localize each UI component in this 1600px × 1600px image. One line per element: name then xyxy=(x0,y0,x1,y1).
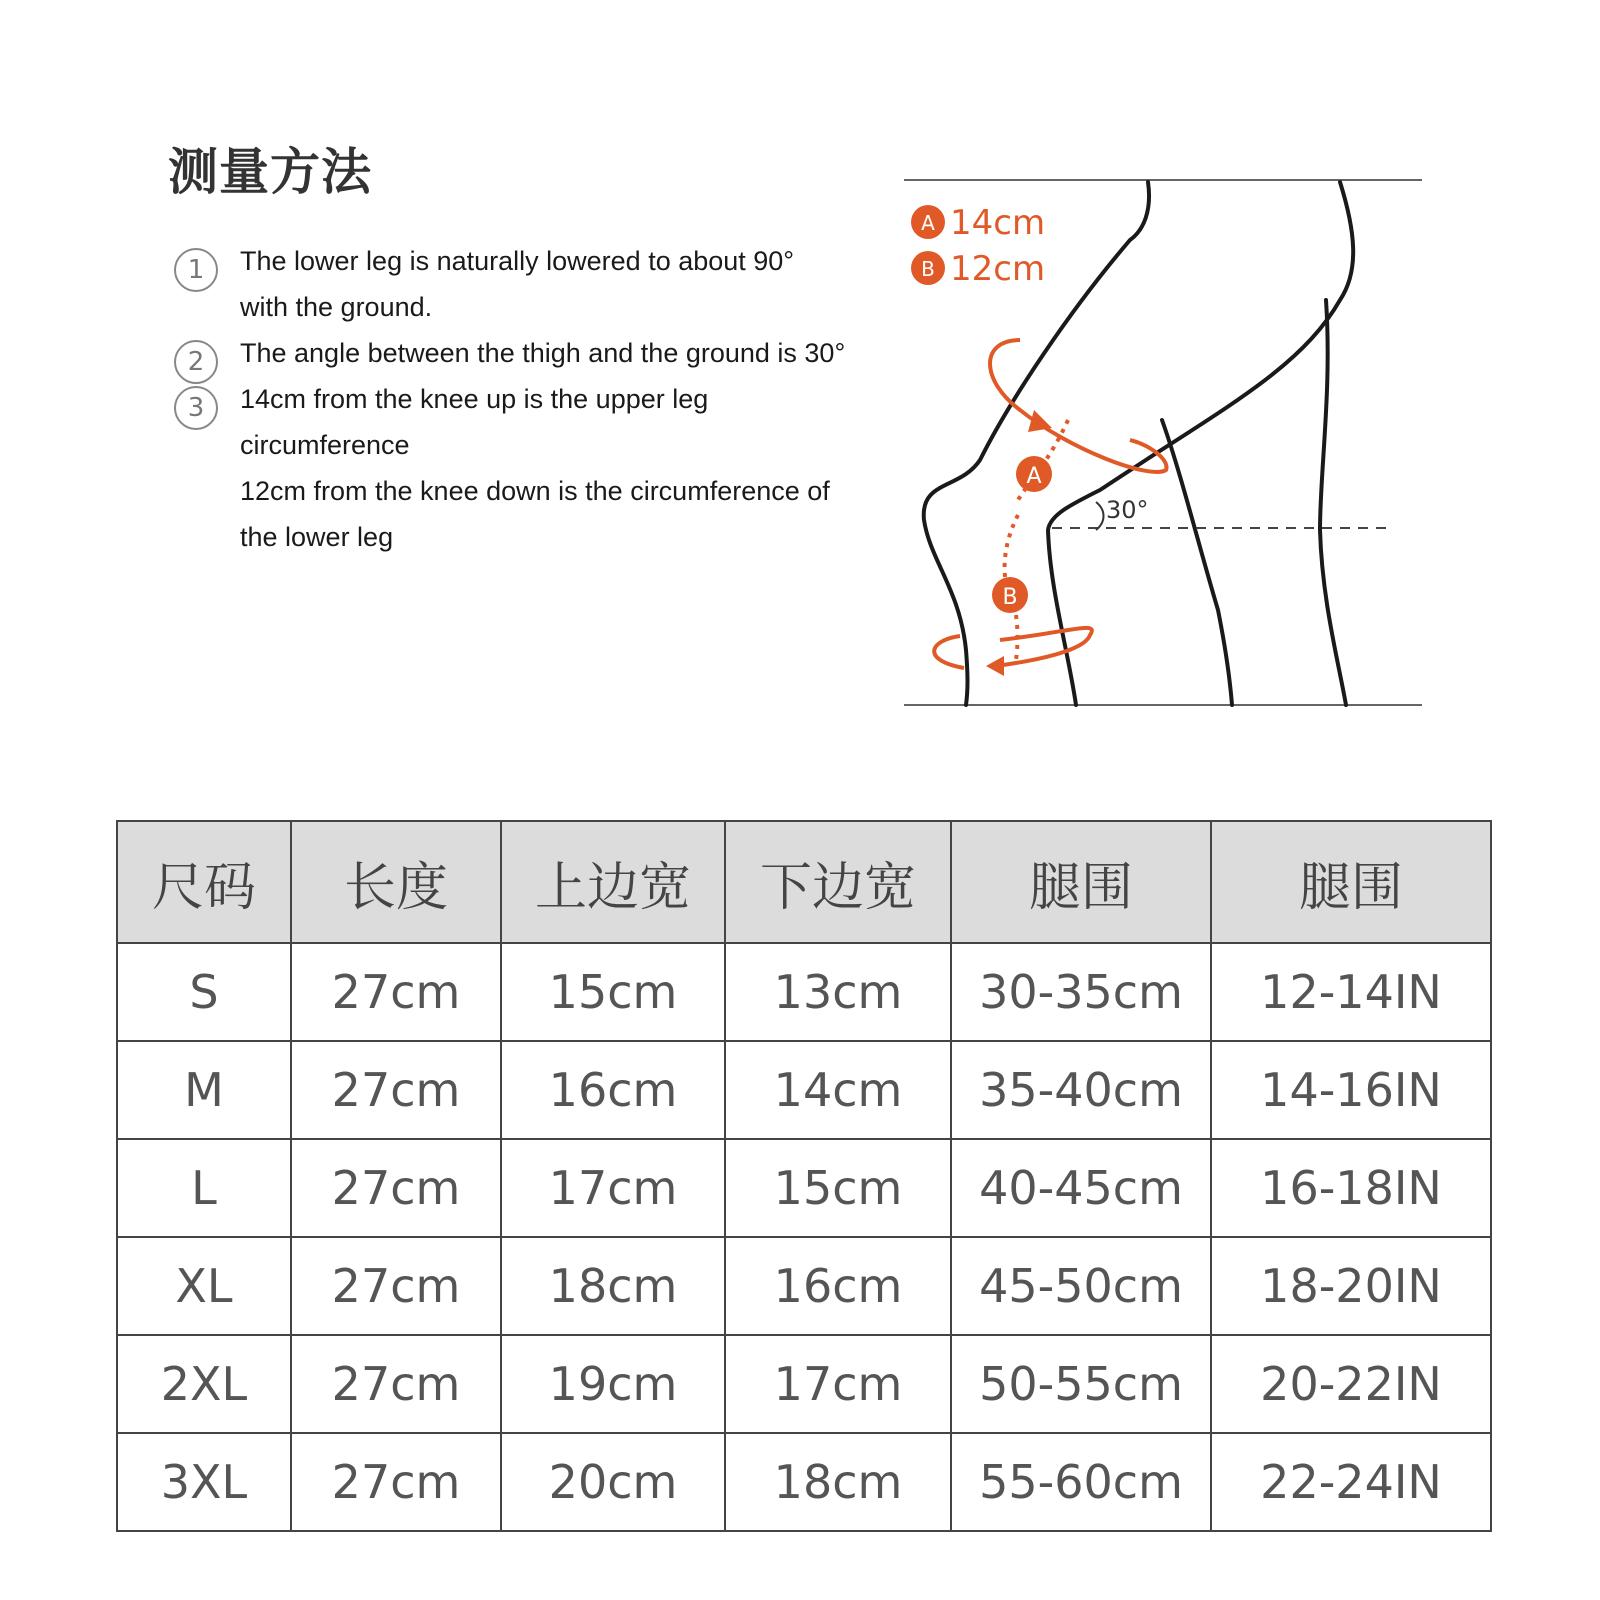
table-cell: 15cm xyxy=(725,1139,951,1237)
table-row xyxy=(117,1433,1491,1531)
step-1-text: The lower leg is naturally lowered to about 90° with the ground. xyxy=(240,246,795,322)
step-3b-text: 12cm from the knee down is the circumference of the lower leg xyxy=(240,476,830,552)
angle-arc xyxy=(1096,502,1104,530)
table-cell: 27cm xyxy=(291,943,501,1041)
table-cell: 18cm xyxy=(725,1433,951,1531)
step-3-text: 14cm from the knee up is the upper leg circumference xyxy=(240,384,709,460)
table-cell: 14-16IN xyxy=(1211,1041,1491,1139)
measurement-steps xyxy=(168,238,848,560)
legend-a-value: 14cm xyxy=(950,203,1046,243)
header-leg-circumference-in: 腿围 xyxy=(1211,821,1491,943)
table-cell: 55-60cm xyxy=(951,1433,1211,1531)
header-length: 长度 xyxy=(291,821,501,943)
legend-a-marker: A xyxy=(921,211,935,235)
table-cell: 27cm xyxy=(291,1237,501,1335)
table-row xyxy=(117,1335,1491,1433)
table-cell: 20-22IN xyxy=(1211,1335,1491,1433)
circled-number-1: 1 xyxy=(174,248,218,292)
marker-b-text: B xyxy=(1002,585,1018,610)
table-cell: 16cm xyxy=(725,1237,951,1335)
back-leg-rear xyxy=(1320,300,1346,705)
header-bottom-width: 下边宽 xyxy=(725,821,951,943)
table-cell: 30-35cm xyxy=(951,943,1211,1041)
table-cell: 16-18IN xyxy=(1211,1139,1491,1237)
table-cell: L xyxy=(117,1139,291,1237)
page-title: 测量方法 xyxy=(168,143,372,201)
table-cell: 45-50cm xyxy=(951,1237,1211,1335)
table-cell: 14cm xyxy=(725,1041,951,1139)
table-cell: 12-14IN xyxy=(1211,943,1491,1041)
step-3 xyxy=(168,376,848,468)
table-cell: 19cm xyxy=(501,1335,725,1433)
table-cell: 17cm xyxy=(725,1335,951,1433)
table-cell: 20cm xyxy=(501,1433,725,1531)
table-cell: XL xyxy=(117,1237,291,1335)
circled-number-2: 2 xyxy=(174,340,218,384)
step-2-text: The angle between the thigh and the ground is 30° xyxy=(240,338,846,368)
legend-b-value: 12cm xyxy=(950,249,1046,289)
back-leg-front xyxy=(1162,420,1232,705)
table-cell: 15cm xyxy=(501,943,725,1041)
arrow-left-icon xyxy=(986,656,1004,676)
table-row xyxy=(117,1139,1491,1237)
header-top-width: 上边宽 xyxy=(501,821,725,943)
table-cell: 18-20IN xyxy=(1211,1237,1491,1335)
table-cell: 40-45cm xyxy=(951,1139,1211,1237)
marker-a-text: A xyxy=(1026,464,1042,489)
step-3-continued xyxy=(168,468,848,560)
table-cell: 17cm xyxy=(501,1139,725,1237)
table-header-row xyxy=(117,821,1491,943)
path-b-lower-dotted xyxy=(1016,615,1018,660)
table-cell: 27cm xyxy=(291,1139,501,1237)
table-cell: 16cm xyxy=(501,1041,725,1139)
step-1 xyxy=(168,238,848,330)
header-leg-circumference-cm: 腿围 xyxy=(951,821,1211,943)
table-row xyxy=(117,1237,1491,1335)
circled-number-3: 3 xyxy=(174,386,218,430)
legend-b-marker: B xyxy=(921,257,935,281)
table-cell: M xyxy=(117,1041,291,1139)
table-cell: 3XL xyxy=(117,1433,291,1531)
table-cell: S xyxy=(117,943,291,1041)
leg-measurement-diagram xyxy=(900,170,1440,730)
size-chart-table xyxy=(116,820,1492,1532)
thigh-outline xyxy=(1048,182,1353,705)
angle-label: 30° xyxy=(1106,496,1149,524)
table-cell: 50-55cm xyxy=(951,1335,1211,1433)
table-cell: 27cm xyxy=(291,1433,501,1531)
table-cell: 22-24IN xyxy=(1211,1433,1491,1531)
step-2 xyxy=(168,330,848,376)
upper-circumference-loop xyxy=(990,340,1167,472)
table-cell: 35-40cm xyxy=(951,1041,1211,1139)
table-cell: 2XL xyxy=(117,1335,291,1433)
table-cell: 18cm xyxy=(501,1237,725,1335)
table-cell: 27cm xyxy=(291,1335,501,1433)
table-cell: 27cm xyxy=(291,1041,501,1139)
header-size: 尺码 xyxy=(117,821,291,943)
table-row xyxy=(117,1041,1491,1139)
table-cell: 13cm xyxy=(725,943,951,1041)
table-row xyxy=(117,943,1491,1041)
